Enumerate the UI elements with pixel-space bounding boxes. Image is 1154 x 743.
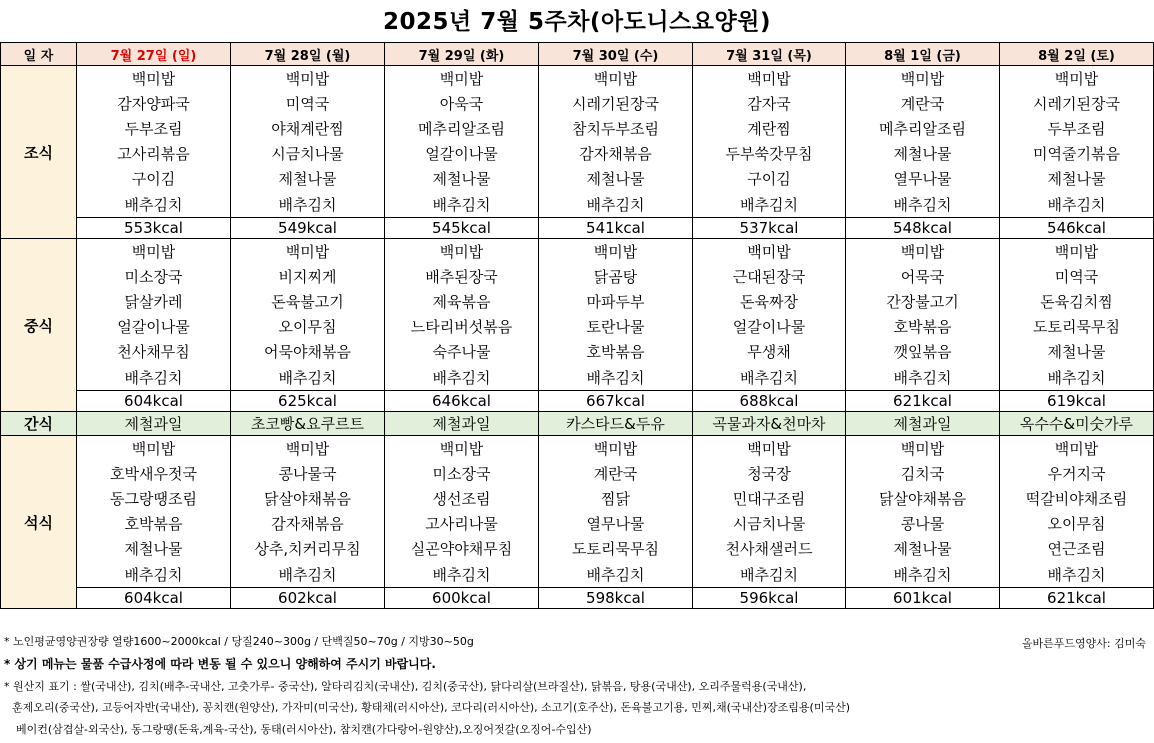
menu-item: 얼갈이나물 [77,314,231,339]
snack-item: 곡물과자&천마차 [693,412,846,436]
menu-item: 배추김치 [1000,191,1154,218]
menu-item: 고사리나물 [385,511,539,536]
menu-item: 백미밥 [693,66,846,92]
menu-item: 배추김치 [77,364,231,391]
menu-item: 미소장국 [77,264,231,289]
menu-item: 미역국 [1000,264,1154,289]
menu-item: 오이무침 [1000,511,1154,536]
menu-item: 미역줄기볶음 [1000,141,1154,166]
breakfast-row [1,191,1154,218]
breakfast-label: 조식 [1,66,77,239]
menu-item: 깻잎볶음 [846,339,1000,364]
day-header: 7월 29일 (화) [385,43,539,66]
menu-item: 마파두부 [539,289,693,314]
menu-item: 배추김치 [846,191,1000,218]
menu-item: 배추김치 [77,191,231,218]
lunch-kcal-row [1,391,1154,412]
kcal-value: 604kcal [77,588,231,609]
menu-item: 닭살야채볶음 [846,486,1000,511]
menu-item: 비지찌게 [231,264,385,289]
menu-item: 배추김치 [231,561,385,588]
menu-item: 상추,치커리무침 [231,536,385,561]
menu-item: 시레기된장국 [539,91,693,116]
lunch-label: 중식 [1,239,77,412]
menu-item: 돈육짜장 [693,289,846,314]
lunch-row [1,364,1154,391]
breakfast-row [1,116,1154,141]
dinner-row [1,461,1154,486]
menu-item: 배추된장국 [385,264,539,289]
menu-item: 청국장 [693,461,846,486]
menu-item: 메추리알조림 [385,116,539,141]
menu-item: 배추김치 [693,561,846,588]
lunch-row [1,339,1154,364]
kcal-value: 604kcal [77,391,231,412]
kcal-value: 600kcal [385,588,539,609]
menu-item: 도토리묵무침 [539,536,693,561]
menu-item: 콩나물 [846,511,1000,536]
menu-item: 백미밥 [693,436,846,462]
snack-row [1,412,1154,436]
menu-item: 시레기된장국 [1000,91,1154,116]
menu-item: 감자양파국 [77,91,231,116]
day-header: 7월 28일 (월) [231,43,385,66]
nutrition-note: * 노인평균영양권장량 열량1600~2000kcal / 당질240~300g / 단백질50~70g / 지방30~50g [4,635,474,648]
menu-item: 닭곰탕 [539,264,693,289]
menu-item: 얼갈이나물 [385,141,539,166]
kcal-value: 545kcal [385,218,539,239]
menu-item: 감자채볶음 [231,511,385,536]
menu-item: 백미밥 [231,66,385,92]
menu-item: 호박볶음 [539,339,693,364]
menu-item: 백미밥 [1000,239,1154,265]
menu-item: 제육볶음 [385,289,539,314]
menu-item: 찜닭 [539,486,693,511]
lunch-row [1,314,1154,339]
menu-item: 배추김치 [846,561,1000,588]
snack-item: 제철과일 [385,412,539,436]
menu-item: 배추김치 [539,364,693,391]
menu-item: 간장불고기 [846,289,1000,314]
kcal-value: 537kcal [693,218,846,239]
menu-item: 야채계란찜 [231,116,385,141]
menu-item: 배추김치 [539,561,693,588]
snack-item: 카스타드&두유 [539,412,693,436]
menu-item: 실곤약야채무침 [385,536,539,561]
menu-item: 떡갈비야채조림 [1000,486,1154,511]
menu-item: 제철나물 [539,166,693,191]
breakfast-row [1,66,1154,92]
kcal-value: 646kcal [385,391,539,412]
menu-item: 백미밥 [385,66,539,92]
menu-item: 열무나물 [846,166,1000,191]
menu-item: 계란국 [539,461,693,486]
menu-item: 참치두부조림 [539,116,693,141]
header-row [1,43,1154,66]
menu-item: 시금치나물 [693,511,846,536]
menu-item: 백미밥 [539,66,693,92]
menu-item: 두부쑥갓무침 [693,141,846,166]
menu-item: 콩나물국 [231,461,385,486]
menu-item: 배추김치 [693,364,846,391]
menu-item: 계란찜 [693,116,846,141]
kcal-value: 619kcal [1000,391,1154,412]
kcal-value: 625kcal [231,391,385,412]
dinner-row [1,436,1154,462]
snack-item: 제철과일 [77,412,231,436]
menu-item: 미소장국 [385,461,539,486]
menu-item: 계란국 [846,91,1000,116]
menu-item: 백미밥 [539,239,693,265]
lunch-row [1,264,1154,289]
snack-item: 초코빵&요쿠르트 [231,412,385,436]
menu-item: 백미밥 [385,436,539,462]
menu-item: 근대된장국 [693,264,846,289]
menu-item: 제철나물 [77,536,231,561]
menu-item: 두부조림 [1000,116,1154,141]
menu-item: 백미밥 [693,239,846,265]
kcal-value: 548kcal [846,218,1000,239]
menu-item: 제철나물 [1000,339,1154,364]
day-header: 8월 2일 (토) [1000,43,1154,66]
menu-item: 느타리버섯볶음 [385,314,539,339]
menu-item: 백미밥 [1000,436,1154,462]
change-notice: * 상기 메뉴는 물품 수급사정에 따라 변동 될 수 있으니 양해하여 주시기 바랍니다. [4,657,436,671]
kcal-value: 596kcal [693,588,846,609]
menu-item: 백미밥 [846,66,1000,92]
menu-item: 백미밥 [846,239,1000,265]
menu-item: 제철나물 [385,166,539,191]
menu-item: 우거지국 [1000,461,1154,486]
kcal-value: 546kcal [1000,218,1154,239]
menu-item: 배추김치 [385,364,539,391]
menu-item: 백미밥 [77,239,231,265]
menu-item: 배추김치 [231,191,385,218]
menu-item: 메추리알조림 [846,116,1000,141]
menu-item: 천사채무침 [77,339,231,364]
menu-item: 배추김치 [1000,364,1154,391]
menu-item: 아욱국 [385,91,539,116]
breakfast-row [1,91,1154,116]
dinner-row [1,511,1154,536]
menu-item: 배추김치 [846,364,1000,391]
kcal-value: 541kcal [539,218,693,239]
menu-item: 얼갈이나물 [693,314,846,339]
origin-note-3: 베이컨(삼겹살-외국산), 동그랑땡(돈육,계육-국산), 동태(러시아산), 참치캔(가다랑어-원양산),오징어젓갈(오징어-수입산) [16,723,592,736]
menu-item: 백미밥 [231,436,385,462]
menu-item: 생선조림 [385,486,539,511]
menu-item: 동그랑땡조림 [77,486,231,511]
menu-item: 제철나물 [846,141,1000,166]
dietitian-credit: 올바른푸드영양사: 김미숙 [1021,637,1146,650]
kcal-value: 549kcal [231,218,385,239]
page-title: 2025년 7월 5주차(아도니스요양원) [383,9,771,35]
dinner-kcal-row [1,588,1154,609]
menu-item: 고사리볶음 [77,141,231,166]
menu-item: 시금치나물 [231,141,385,166]
snack-item: 제철과일 [846,412,1000,436]
kcal-value: 553kcal [77,218,231,239]
menu-item: 백미밥 [231,239,385,265]
menu-item: 감자국 [693,91,846,116]
kcal-value: 598kcal [539,588,693,609]
kcal-value: 621kcal [1000,588,1154,609]
breakfast-kcal-row [1,218,1154,239]
dinner-row [1,486,1154,511]
menu-item: 도토리묵무침 [1000,314,1154,339]
kcal-value: 688kcal [693,391,846,412]
menu-item: 배추김치 [231,364,385,391]
menu-item: 백미밥 [539,436,693,462]
snack-item: 옥수수&미숫가루 [1000,412,1154,436]
menu-item: 숙주나물 [385,339,539,364]
day-header: 7월 27일 (일) [77,43,231,66]
menu-item: 배추김치 [1000,561,1154,588]
date-label: 일 자 [1,43,77,66]
menu-item: 백미밥 [77,436,231,462]
menu-item: 어묵야채볶음 [231,339,385,364]
origin-note-1: * 원산지 표기 : 쌀(국내산), 김치(배추-국내산, 고춧가루- 중국산), 알타리김치(국내산), 김치(중국산), 닭다리살(브라질산), 닭볶음, 탕용(국내산), 오리주물럭용(국내산), [4,680,807,693]
dinner-label: 석식 [1,436,77,609]
dinner-row [1,561,1154,588]
breakfast-row [1,166,1154,191]
menu-item: 김치국 [846,461,1000,486]
lunch-row [1,289,1154,314]
menu-item: 백미밥 [846,436,1000,462]
menu-item: 제철나물 [1000,166,1154,191]
menu-item: 천사채샐러드 [693,536,846,561]
day-header: 7월 31일 (목) [693,43,846,66]
origin-note-2: 훈제오리(중국산), 고등어자반(국내산), 꽁치캔(원양산), 가자미(미국산), 황태채(러시아산), 코다리(러시아산), 소고기(호주산), 돈육불고기용, 민찌,채(국내산)장조림용(미국산) [12,701,850,714]
menu-item: 배추김치 [693,191,846,218]
kcal-value: 602kcal [231,588,385,609]
menu-item: 닭살카레 [77,289,231,314]
dinner-row [1,536,1154,561]
kcal-value: 621kcal [846,391,1000,412]
menu-item: 배추김치 [539,191,693,218]
menu-item: 무생채 [693,339,846,364]
menu-item: 미역국 [231,91,385,116]
menu-item: 연근조림 [1000,536,1154,561]
menu-item: 구이김 [693,166,846,191]
menu-item: 배추김치 [385,561,539,588]
kcal-value: 601kcal [846,588,1000,609]
menu-item: 호박볶음 [77,511,231,536]
menu-item: 백미밥 [1000,66,1154,92]
menu-item: 열무나물 [539,511,693,536]
day-header: 7월 30일 (수) [539,43,693,66]
menu-item: 두부조림 [77,116,231,141]
breakfast-row [1,141,1154,166]
menu-item: 호박새우젓국 [77,461,231,486]
menu-item: 돈육김치찜 [1000,289,1154,314]
day-header: 8월 1일 (금) [846,43,1000,66]
menu-item: 배추김치 [385,191,539,218]
menu-item: 닭살야채볶음 [231,486,385,511]
menu-item: 백미밥 [385,239,539,265]
menu-item: 제철나물 [846,536,1000,561]
menu-item: 구이김 [77,166,231,191]
menu-item: 오이무침 [231,314,385,339]
menu-item: 감자채볶음 [539,141,693,166]
menu-item: 백미밥 [77,66,231,92]
menu-item: 돈육불고기 [231,289,385,314]
menu-item: 어묵국 [846,264,1000,289]
menu-item: 토란나물 [539,314,693,339]
kcal-value: 667kcal [539,391,693,412]
menu-item: 배추김치 [77,561,231,588]
menu-item: 민대구조림 [693,486,846,511]
lunch-row [1,239,1154,265]
menu-item: 호박볶음 [846,314,1000,339]
snack-label: 간식 [1,412,77,436]
menu-item: 제철나물 [231,166,385,191]
weekly-menu-table [0,42,1154,609]
